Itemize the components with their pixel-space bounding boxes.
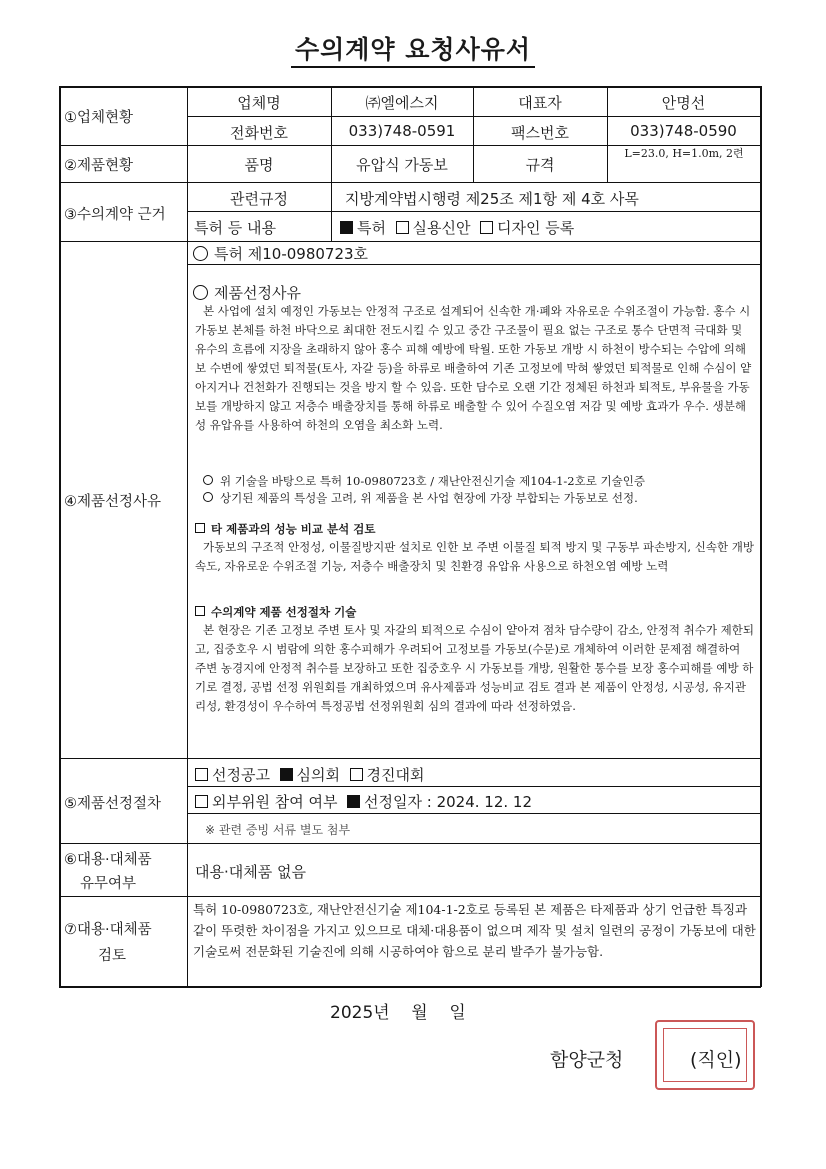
seal-note: (직인) — [690, 1049, 742, 1071]
opt-utility-label: 실용신안 — [412, 219, 471, 237]
evidence-note: ※ 관련 증빙 서류 별도 첨부 — [205, 823, 351, 837]
patent-number: 특허 제10-0980723호 — [193, 243, 368, 264]
checkbox-patent — [340, 221, 353, 234]
section-label-reason: ④제품선정사유 — [64, 494, 162, 510]
section-label-product: ②제품현황 — [64, 158, 134, 174]
section-label-substitute-line2: 유무여부 — [80, 876, 137, 892]
procedure-text: 본 현장은 기존 고정보 주변 토사 및 자갈의 퇴적으로 수심이 얕아져 점차 담수량이 감소, 안정적 취수가 제한되고, 집중호우 시 범람에 의한 홍수피해가 우려되어 고정보를 가동보(수문)로 개체하여 이러한 문제점 해결하여 주변 농경지에 안정적 취수를 보장하고 또한 집중호우 시 가동보를 개방, 원활한 통수를 보장 홍수피해를 예방 하기로 결정, 공법 선정 위원회를 개최하였으며 유사제품과 성능비교 검토 결과 본 제품이 안정성, 시공성, 유지관리성, 환경성이 우수하여 특정공법 선정위원회 심의 결과에 따라 선정하였음. — [195, 623, 754, 713]
checkbox-notice — [195, 768, 208, 781]
rule-value: 지방계약법시행령 제25조 제1항 제 4호 사목 — [345, 190, 639, 208]
patent-content-label: 특허 등 내용 — [194, 219, 276, 237]
compare-heading: 타 제품과의 성능 비교 분석 검토 — [195, 520, 375, 539]
reason-text: 본 사업에 설치 예정인 가동보는 안정적 구조로 설계되어 신속한 개·폐와 자유로운 수위조절이 가능함. 홍수 시 가동보 본체를 하천 바닥으로 최대한 전도시킬 수 있고 중간 구조물이 필요 없는 구조로 통수 단면적 극대화 및 유수의 흐름에 지장을 초래하지 않아 홍수 피해 예방에 탁월. 또한 가동보 개방 시 하천이 방수되는 수압에 의해 보 수변에 쌓였던 퇴적물(토사, 자갈 등)을 하류로 배출하여 기존 고정보에 막혀 쌓였던 퇴적물로 인해 수심이 얕아지거나 건천화가 진행되는 것을 방지 할 수 있음. 또한 담수로 오랜 기간 정체된 하천과 퇴적토, 부유물을 가동보를 개방하지 않고 저층수 배출장치를 통해 하류로 배출할 수 있어 수질오염 저감 및 예방 효과가 우수. 생분해성 유압유를 사용하여 하천의 오염을 최소화 노력. — [195, 304, 752, 432]
document-title: 수의계약 요청사유서 — [0, 30, 826, 66]
product-value: 유압식 가동보 — [356, 156, 448, 174]
company-name-label: 업체명 — [237, 94, 281, 112]
selection-method-options: 선정공고 심의회 경진대회 — [195, 764, 425, 785]
opt-patent-label: 특허 — [357, 219, 386, 237]
checkbox-utility — [396, 221, 409, 234]
document-date: 2025년 월 일 — [330, 1003, 466, 1023]
circle-bullet-icon — [203, 475, 213, 485]
phone-value: 033)748-0591 — [348, 122, 456, 140]
circle-icon — [193, 285, 208, 300]
company-name-value: ㈜엘에스지 — [365, 94, 439, 112]
square-bullet-icon — [195, 523, 205, 533]
reason-heading: 제품선정사유 — [193, 282, 301, 303]
opt-design-label: 디자인 등록 — [497, 219, 575, 237]
rule-label: 관련규정 — [230, 190, 288, 208]
checkbox-committee — [280, 768, 293, 781]
checkbox-external — [195, 795, 208, 808]
compare-text: 가동보의 구조적 안정성, 이물질방지판 설치로 인한 보 주변 이물질 퇴적 방지 및 구동부 파손방지, 신속한 개방속도, 자유로운 수위조절 기능, 저층수 배출장치 및 친환경 유압유 사용으로 하천오염 예방 노력 — [195, 540, 754, 573]
substitute-value: 대용·대체품 없음 — [195, 863, 306, 881]
circle-bullet-icon — [203, 492, 213, 502]
ceo-label: 대표자 — [518, 94, 562, 112]
checkbox-design — [480, 221, 493, 234]
checkbox-contest — [350, 768, 363, 781]
ceo-value: 안명선 — [661, 94, 706, 112]
section-label-review-line1: ⑦대용·대체품 — [64, 922, 152, 938]
external-member-row: 외부위원 참여 여부 선정일자 : 2024. 12. 12 — [195, 791, 532, 812]
square-bullet-icon — [195, 606, 205, 616]
bullet-2: 상기된 제품의 특성을 고려, 위 제품을 본 사업 현장에 가장 부합되는 가동보로 선정. — [203, 489, 758, 508]
review-text: 특허 10-0980723호, 재난안전신기술 제104-1-2호로 등록된 본 제품은 타제품과 상기 언급한 특징과 같이 뚜렷한 차이점을 가지고 있으므로 대체·대용품이 없으며 제작 및 설치 일련의 공정이 가동보에 대한 기술로써 전문화된 기술진에 의해 시공하여야 함으로 분리 발주가 불가능함. — [193, 902, 756, 959]
phone-label: 전화번호 — [230, 124, 288, 142]
product-label: 품명 — [244, 156, 274, 174]
section-label-procedure: ⑤제품선정절차 — [64, 796, 162, 812]
bullet-1: 위 기술을 바탕으로 특허 10-0980723호 / 재난안전신기술 제104-1-2호로 기술인증 — [203, 472, 758, 491]
patent-options — [340, 217, 574, 238]
section-label-substitute-line1: ⑥대용·대체품 — [64, 852, 152, 868]
circle-icon — [193, 246, 208, 261]
procedure-heading: 수의계약 제품 선정절차 기술 — [195, 603, 356, 622]
checkbox-date — [347, 795, 360, 808]
section-label-basis: ③수의계약 근거 — [64, 207, 166, 223]
fax-value: 033)748-0590 — [630, 122, 737, 140]
section-label-company: ①업체현황 — [64, 110, 134, 126]
section-label-review-line2: 검토 — [98, 948, 127, 964]
spec-label: 규격 — [525, 156, 555, 174]
fax-label: 팩스번호 — [511, 124, 569, 142]
issuer-name: 함양군청 — [550, 1049, 624, 1071]
spec-value: L=23.0, H=1.0m, 2련 — [624, 147, 744, 160]
